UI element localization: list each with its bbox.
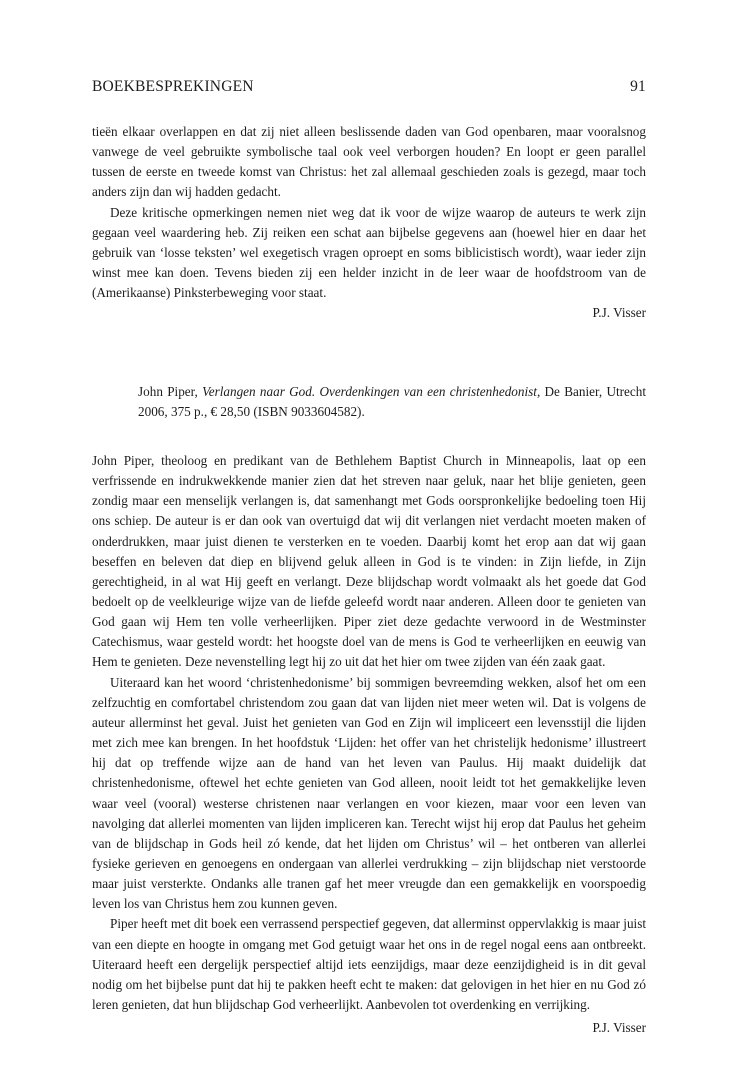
book-review <box>92 382 646 1039</box>
paragraph: Piper heeft met dit boek een verrassend perspectief gegeven, dat allerminst oppervlakkig is maar juist van een diepte en hoogte in omgang met God getuigt waar het ons in de regel nogal eens aan ontbreekt. Uiteraard heeft een dergelijk perspectief altijd iets eenzijdigs, maar deze eenzijdigheid is in dit geval nodig om het bijbelse punt dat hij te pakken heeft echt te maken: dat gelovigen in het hier en nu God zó leren genieten, dat hun blijdschap God verheerlijkt. Aanbevolen tot overdenking en verrijking. <box>92 916 646 1013</box>
book-reference <box>138 382 646 422</box>
reviewer-signature: P.J. Visser <box>592 305 646 321</box>
section-title: BOEKBESPREKINGEN <box>92 78 254 95</box>
review-continuation <box>92 122 646 324</box>
paragraph: Deze kritische opmerkingen nemen niet weg dat ik voor de wijze waarop de auteurs te werk zijn gegaan veel waardering heb. Zij reiken een schat aan bijbelse gegevens aan (hoewel hier en daar het gebruik van ‘losse teksten’ wel exegetisch vragen oproept en soms biblicistisch wordt), waar ieder zijn winst mee kan doen. Tevens bieden zij een helder inzicht in de leer waar de hoofdstroom van de (Amerikaanse) Pinksterbeweging voor staat. <box>92 204 646 301</box>
running-head <box>92 78 646 96</box>
reviewer-signature: P.J. Visser <box>592 1020 646 1036</box>
page-number: 91 <box>630 78 646 95</box>
paragraph: Uiteraard kan het woord ‘christenhedonisme’ bij sommigen bevreemding wekken, alsof het om een zelfzuchtig en comfortabel christendom zou gaan dat van lijden niet meer weten wil. Dat is volgens de auteur allerminst het geval. Juist het genieten van God en Zijn wil impliceert een levensstijl die lijden met zich mee kan brengen. In het hoofdstuk ‘Lijden: het offer van het christelijk hedonisme’ illustreert hij dat op treffende wijze aan de hand van het leven van Paulus. Hij maakt duidelijk dat christenhedonisme, oftewel het echte genieten van God alleen, nooit leidt tot het gemakkelijke leven waar veel (vooral) westerse christenen naar verlangen en voor kiezen, maar voor een leven van navolging dat allerlei momenten van lijden impliceren kan. Terecht wijst hij erop dat Paulus het geheim van de blijdschap in Gods heil zó kende, dat het lijden om Christus’ wil – het ontberen van allerlei fysieke gerieven en genoegens en ondergaan van allerlei verdrukking – zijn blijdschap niet verstoorde maar juist versterkte. Ondanks alle tranen gaf het meer vreugde dan een gemakkelijk en voorspoedig leven los van Christus hem zou kunnen geven. <box>92 674 646 912</box>
book-details: , De Banier, Utrecht 2006, 375 p., € 28,50 (ISBN 9033604582). <box>138 383 646 419</box>
paragraph: John Piper, theoloog en predikant van de Bethlehem Baptist Church in Minneapolis, laat op een verfrissende en indrukwekkende manier zien dat het streven naar geluk, naar het blije genieten, geen zondig maar een menselijk verlangen is, dat samenhangt met Gods oorspronkelijke bedoeling toen Hij ons schiep. De auteur is er dan ook van overtuigd dat wij dit verlangen niet verdacht moeten maken of onderdrukken, maar juist dienen te versterken en te voeden. Daarbij komt het erop aan dat wij gaan beseffen en beleven dat diep en blijvend geluk alleen in God is te vinden: in Zijn liefde, in Zijn gerechtigheid, in al wat Hij geeft en verlangt. Deze blijdschap wordt volmaakt als het goede dat God bedoelt op de veelkleurige wijze van de liefde geleefd wordt naar anderen. Alleen door te genieten van God gaan wij Hem ten volle verheerlijken. Piper ziet deze gedachte verwoord in de Westminster Catechismus, waar gesteld wordt: het hoogste doel van de mens is God te verheerlijken en eeuwig van Hem te genieten. Deze nevenstelling legt hij zo uit dat het hier om twee zijden van één zaak gaat. <box>92 452 646 670</box>
book-author: John Piper, <box>138 383 203 399</box>
page <box>92 78 646 1038</box>
book-title: Verlangen naar God. Overdenkingen van een christenhedonist <box>202 383 537 399</box>
paragraph: tieën elkaar overlappen en dat zij niet alleen beslissende daden van God openbaren, maar vooralsnog vanwege de veel gebruikte symbolische taal ook veel verborgen houden? En loopt er geen parallel tussen de eerste en tweede komst van Christus: het zal allemaal geschieden zoals is gezegd, maar toch anders zijn dan wij hadden gedacht. <box>92 124 646 200</box>
